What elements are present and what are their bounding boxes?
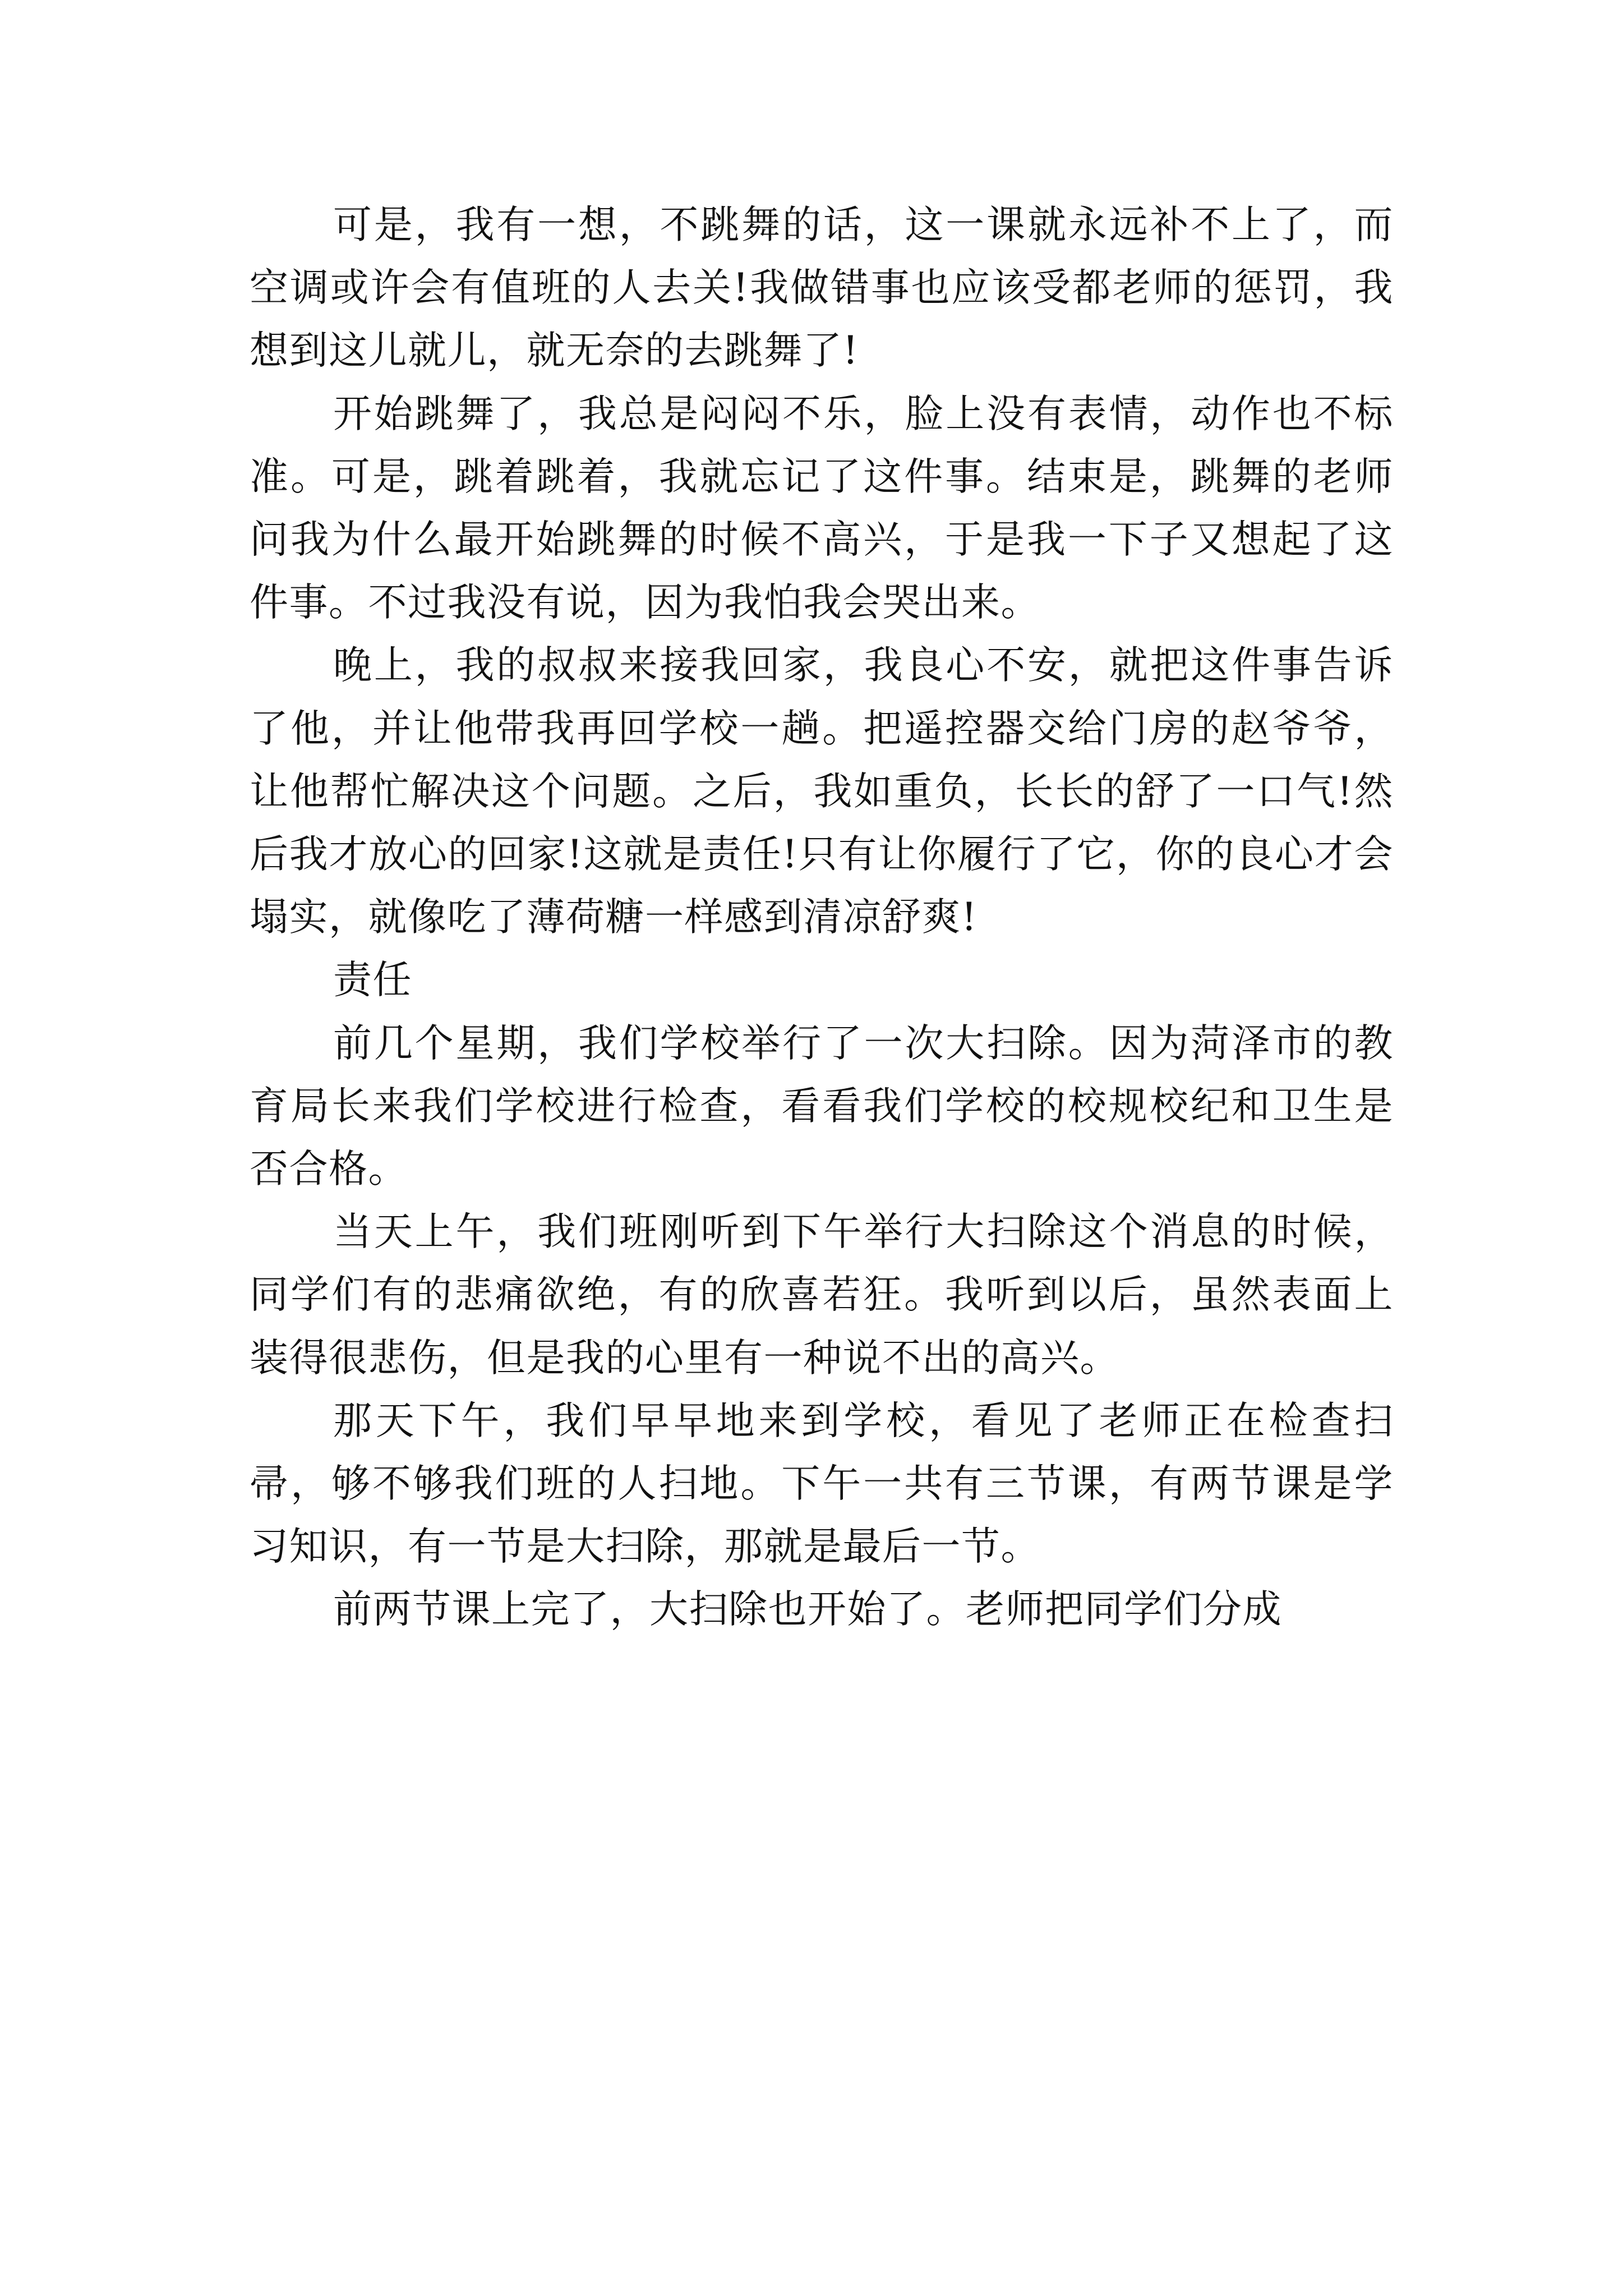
paragraph: 可是，我有一想，不跳舞的话，这一课就永远补不上了，而空调或许会有值班的人去关!我做错事也应该受都老师的惩罚，我想到这儿就儿，就无奈的去跳舞了!: [250, 203, 1394, 374]
section-heading: 责任: [333, 958, 412, 1003]
paragraph: 前几个星期，我们学校举行了一次大扫除。因为菏泽市的教育局长来我们学校进行检查，看看我们学校的校规校纪和卫生是否合格。: [250, 1020, 1394, 1192]
paragraph: 当天上午，我们班刚听到下午举行大扫除这个消息的时候，同学们有的悲痛欲绝，有的欣喜若狂。我听到以后，虽然表面上装得很悲伤，但是我的心里有一种说不出的高兴。: [250, 1209, 1394, 1381]
article-body: [250, 194, 1394, 1641]
paragraph: 晚上，我的叔叔来接我回家，我良心不安，就把这件事告诉了他，并让他带我再回学校一趟。把遥控器交给门房的赵爷爷，让他帮忙解决这个问题。之后，我如重负，长长的舒了一口气!然后我才放心的回家!这就是责任!只有让你履行了它，你的良心才会塌实，就像吃了薄荷糖一样感到清凉舒爽!: [250, 643, 1394, 940]
paragraph: 那天下午，我们早早地来到学校，看见了老师正在检查扫帚，够不够我们班的人扫地。下午一共有三节课，有两节课是学习知识，有一节是大扫除，那就是最后一节。: [250, 1398, 1394, 1570]
paragraph: 前两节课上完了，大扫除也开始了。老师把同学们分成: [333, 1587, 1282, 1632]
paragraph: 开始跳舞了，我总是闷闷不乐，脸上没有表情，动作也不标准。可是，跳着跳着，我就忘记了这件事。结束是，跳舞的老师问我为什么最开始跳舞的时候不高兴，于是我一下子又想起了这件事。不过我没有说，因为我怕我会哭出来。: [250, 391, 1394, 625]
